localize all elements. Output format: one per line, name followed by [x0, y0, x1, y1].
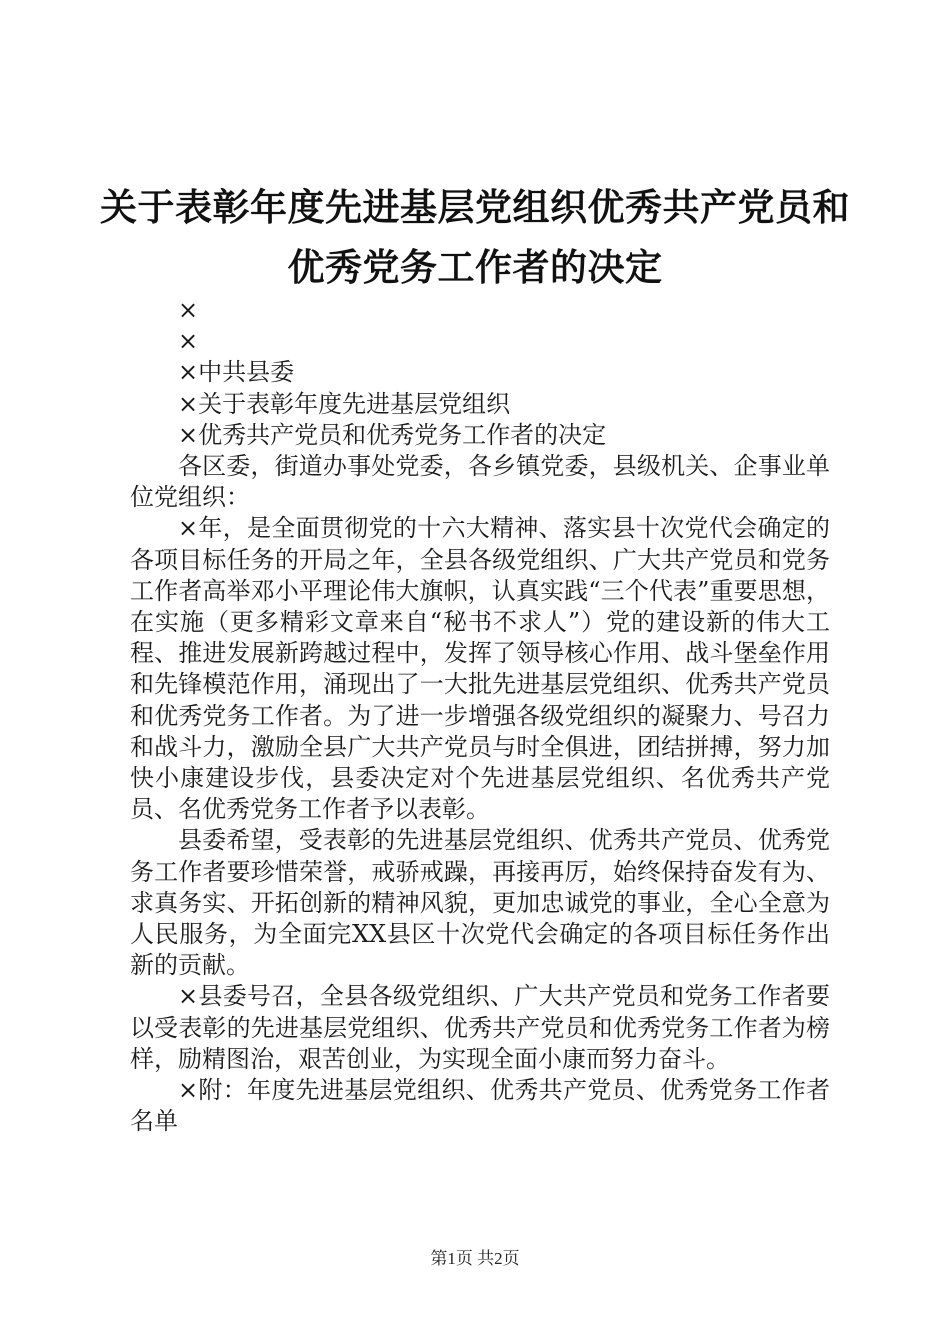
paragraph-background: ×年，是全面贯彻党的十六大精神、落实县十次党代会确定的各项目标任务的开局之年，全县各级党组织、广大共产党员和党务工作者高举邓小平理论伟大旗帜，认真实践“三个代表”重要思想，在实施（更多精彩文章来自“秘书不求人”）党的建设新的伟大工程、推进发展新跨越过程中，发挥了领导核心作用、战斗堡垒作用和先锋模范作用，涌现出了一大批先进基层党组织、优秀共产党员和优秀党务工作者。为了进一步增强各级党组织的凝聚力、号召力和战斗力，激励全县广大共产党员与时全俱进，团结拼搏，努力加快小康建设步伐，县委决定对个先进基层党组织、名优秀共产党员、名优秀党务工作者予以表彰。 — [130, 514, 830, 824]
header-line-issuer: ×中共县委 — [178, 358, 295, 387]
paragraph-hope: 县委希望，受表彰的先进基层党组织、优秀共产党员、优秀党务工作者要珍惜荣誉，戒骄戒躁，再接再厉，始终保持奋发有为、求真务实、开拓创新的精神风貌，更加忠诚党的事业，全心全意为人民服务，为全面完XX县区十次党代会确定的各项目标任务作出新的贡献。 — [130, 826, 830, 980]
page-number-footer: 第1页 共2页 — [430, 1249, 520, 1268]
header-line-subject-2: ×优秀共产党员和优秀党务工作者的决定 — [178, 420, 607, 449]
header-line: × — [178, 296, 199, 324]
document-title-line-2: 优秀党务工作者的决定 — [287, 245, 663, 289]
paragraph-attachment: ×附：年度先进基层党组织、优秀共产党员、优秀党务工作者名单 — [130, 1076, 830, 1136]
header-line: × — [178, 327, 199, 356]
paragraph-call: ×县委号召，全县各级党组织、广大共产党员和党务工作者要以受表彰的先进基层党组织、优秀共产党员和优秀党务工作者为榜样，励精图治，艰苦创业，为实现全面小康而努力奋斗。 — [130, 982, 830, 1073]
header-line-subject-1: ×关于表彰年度先进基层党组织 — [178, 389, 511, 418]
document-title-line-1: 关于表彰年度先进基层党组织优秀共产党员和 — [100, 185, 850, 229]
paragraph-salutation: 各区委，街道办事处党委，各乡镇党委，县级机关、企事业单位党组织： — [130, 452, 830, 512]
document-body — [130, 295, 830, 1137]
